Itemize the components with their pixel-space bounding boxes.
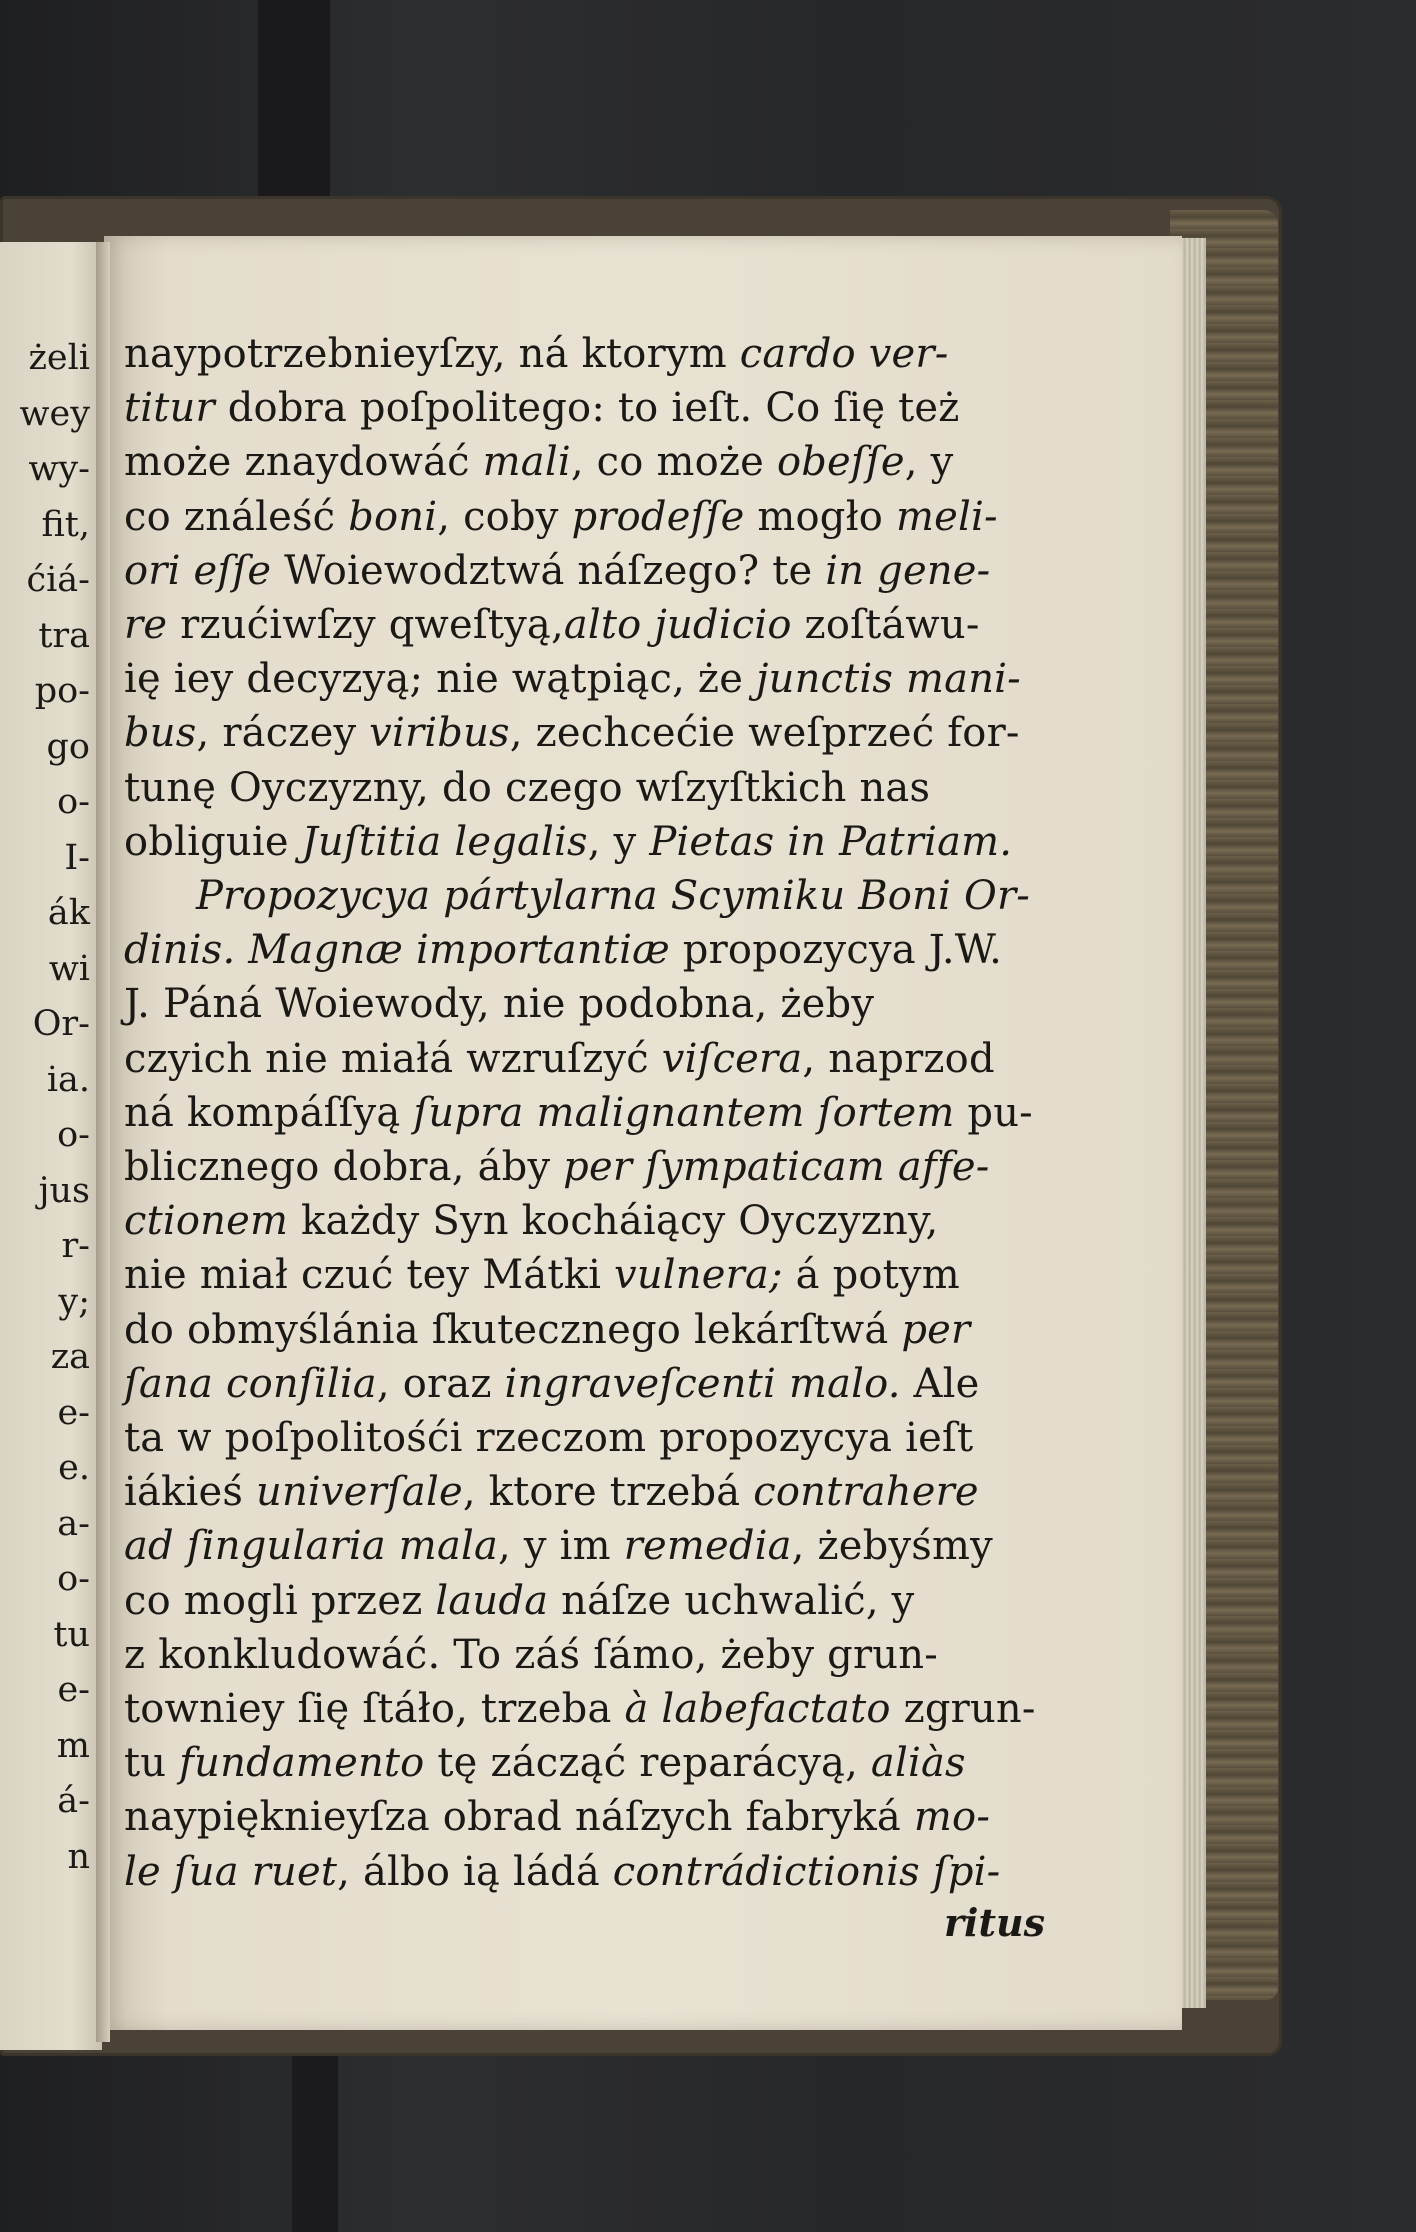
roman-text: ná kompáſſyą bbox=[124, 1089, 414, 1136]
italic-text: fundamento bbox=[179, 1740, 425, 1787]
italic-text: mali bbox=[482, 439, 571, 486]
roman-text: towniey ſię ſtáło, trzeba bbox=[124, 1686, 625, 1732]
text-line bbox=[124, 1735, 966, 1791]
text-line bbox=[124, 1681, 1036, 1737]
text-line bbox=[124, 1031, 995, 1087]
roman-text: pu- bbox=[954, 1089, 1033, 1136]
text-line bbox=[124, 1247, 960, 1303]
roman-text: tunę Oyczyzny, do czego wſzyſtkich nas bbox=[124, 764, 931, 811]
left-fragment: n bbox=[67, 1836, 90, 1877]
roman-text: , co może bbox=[570, 439, 777, 486]
roman-text: J. Páná Woiewody, nie podobna, żeby bbox=[124, 981, 875, 1028]
roman-text: á potym bbox=[782, 1252, 960, 1299]
roman-text: co mogli przez bbox=[124, 1577, 436, 1624]
italic-text: per ſympaticam affe- bbox=[563, 1144, 990, 1190]
italic-text: contrahere bbox=[753, 1469, 979, 1516]
roman-text: zgrun- bbox=[890, 1686, 1036, 1732]
italic-text: univerſale bbox=[256, 1469, 463, 1516]
roman-text: , oraz bbox=[376, 1360, 505, 1407]
roman-text: Ale bbox=[900, 1360, 980, 1407]
text-line bbox=[124, 976, 874, 1032]
left-fragment: I- bbox=[64, 837, 90, 878]
text-line bbox=[124, 814, 1012, 870]
left-fragment: o- bbox=[57, 782, 90, 822]
text-line bbox=[124, 1464, 979, 1520]
roman-text: rzućiwſzy qweſtyą, bbox=[167, 602, 564, 648]
roman-text: czyich nie miałá wzruſzyć bbox=[124, 1035, 662, 1082]
left-fragment: e- bbox=[57, 1392, 90, 1433]
left-fragment: za bbox=[50, 1337, 90, 1377]
left-fragment: wey bbox=[19, 393, 90, 434]
italic-text: ingraveſcenti malo. bbox=[504, 1360, 901, 1407]
roman-text: Woiewodztwá náſzego? te bbox=[271, 547, 826, 594]
italic-text: per bbox=[901, 1306, 971, 1353]
roman-text: , ktore trzebá bbox=[462, 1469, 754, 1516]
italic-text: prodeſſe bbox=[571, 493, 745, 540]
text-line bbox=[124, 1356, 980, 1412]
roman-text: co ználeść bbox=[124, 493, 349, 540]
catchword: ritus bbox=[944, 1900, 1046, 1945]
text-line bbox=[124, 1627, 938, 1683]
left-fragment: tra bbox=[38, 615, 90, 656]
text-line bbox=[124, 326, 948, 382]
page-gutter bbox=[96, 242, 110, 2042]
text-line bbox=[124, 434, 953, 490]
roman-text: mogło bbox=[744, 493, 896, 540]
roman-text: ta w poſpolitośći rzeczom propozycya ieſt bbox=[124, 1415, 974, 1461]
roman-text: do obmyślánia ſkutecznego lekárſtwá bbox=[124, 1306, 902, 1353]
left-fragment: go bbox=[46, 726, 90, 767]
left-fragment: ák bbox=[47, 893, 90, 933]
roman-text: , y bbox=[587, 818, 650, 865]
text-line bbox=[124, 380, 960, 436]
text-line bbox=[124, 489, 998, 545]
italic-text: junctis mani- bbox=[756, 656, 1021, 703]
left-fragment: a- bbox=[57, 1503, 90, 1544]
italic-text: Juſtitia legalis bbox=[301, 818, 588, 865]
text-line bbox=[124, 922, 1002, 978]
italic-text: viſcera bbox=[661, 1035, 803, 1082]
roman-text: iákieś bbox=[124, 1469, 256, 1516]
text-line bbox=[124, 705, 1020, 761]
roman-text: , álbo ią ládá bbox=[337, 1848, 613, 1895]
roman-text: zoſtáwu- bbox=[791, 602, 980, 648]
italic-text: aliàs bbox=[870, 1740, 966, 1787]
roman-text: , coby bbox=[437, 493, 572, 540]
roman-text: każdy Syn kocháiący Oyczyzny, bbox=[288, 1198, 939, 1245]
left-fragment: y; bbox=[58, 1281, 90, 1322]
left-fragment: wy- bbox=[28, 449, 90, 489]
roman-text: dobra poſpolitego: to ieſt. Co ſię też bbox=[214, 385, 960, 432]
italic-text: ſupra malignantem ſortem bbox=[413, 1089, 955, 1136]
italic-text: contrádictionis ſpi- bbox=[612, 1848, 1001, 1895]
italic-text: ad ſingularia mala bbox=[124, 1523, 499, 1570]
left-fragment: o- bbox=[57, 1115, 90, 1155]
italic-text: ctionem bbox=[124, 1198, 289, 1245]
roman-text: , zechcećie weſprzeć for- bbox=[509, 710, 1020, 757]
left-fragment: żeli bbox=[28, 338, 90, 378]
left-fragment: tu bbox=[53, 1614, 90, 1655]
italic-text: Pietas in Patriam. bbox=[649, 818, 1013, 865]
italic-text: vulnera; bbox=[614, 1252, 783, 1299]
roman-text: , naprzod bbox=[802, 1035, 995, 1082]
left-fragment: fit, bbox=[41, 504, 90, 545]
roman-text: naypotrzebnieyſzy, ná ktorym bbox=[124, 331, 740, 377]
roman-text: tu bbox=[124, 1740, 180, 1787]
italic-text: obeſſe bbox=[776, 439, 905, 486]
text-line bbox=[124, 597, 980, 653]
italic-text: ſana conſilia bbox=[124, 1360, 377, 1407]
roman-text: tę zácząć reparácyą, bbox=[424, 1740, 871, 1787]
italic-text: viribus bbox=[369, 710, 510, 757]
italic-text: le ſua ruet bbox=[124, 1848, 338, 1895]
roman-text: , y bbox=[904, 439, 954, 486]
roman-text: z konkludowáć. To záś ſámo, żeby grun- bbox=[124, 1631, 938, 1678]
text-line bbox=[124, 1302, 970, 1358]
italic-text: bus bbox=[124, 710, 197, 757]
italic-text: Propozycya pártylarna Scymiku Boni Or- bbox=[196, 873, 1030, 919]
left-fragment: jus bbox=[38, 1170, 90, 1211]
roman-text: nie miał czuć tey Mátki bbox=[124, 1252, 615, 1299]
italic-text: re bbox=[124, 602, 168, 648]
text-line bbox=[124, 543, 990, 599]
italic-text: ori eſſe bbox=[124, 547, 272, 594]
left-fragment: wi bbox=[48, 948, 90, 989]
text-line bbox=[124, 1193, 938, 1249]
roman-text: naypięknieyſza obrad náſzych fabryká bbox=[124, 1794, 914, 1841]
text-line bbox=[124, 1573, 914, 1629]
left-fragment: e- bbox=[57, 1670, 90, 1710]
italic-text: remedia bbox=[623, 1523, 792, 1570]
italic-text: mo- bbox=[913, 1794, 991, 1841]
text-line bbox=[124, 1410, 973, 1466]
italic-text: lauda bbox=[435, 1577, 549, 1624]
text-line bbox=[124, 1844, 1000, 1900]
roman-text: , żebyśmy bbox=[791, 1523, 993, 1570]
left-fragment: e. bbox=[58, 1448, 90, 1488]
left-fragment: Or- bbox=[32, 1004, 90, 1044]
text-line bbox=[124, 1789, 990, 1845]
text-line bbox=[124, 651, 1021, 707]
roman-text: ię iey decyzyą; nie wątpiąc, że bbox=[124, 656, 756, 703]
italic-text: boni bbox=[348, 493, 438, 540]
text-line bbox=[124, 1139, 989, 1195]
text-line bbox=[196, 868, 1030, 924]
text-line bbox=[124, 760, 930, 816]
left-fragment: r- bbox=[61, 1226, 90, 1266]
roman-text: , y im bbox=[498, 1523, 624, 1570]
left-fragment: á- bbox=[57, 1781, 90, 1821]
left-fragment: o- bbox=[57, 1559, 90, 1599]
left-fragment: m bbox=[56, 1725, 90, 1766]
italic-text: cardo ver- bbox=[739, 331, 949, 377]
text-line bbox=[124, 1085, 1033, 1141]
text-line bbox=[124, 1518, 993, 1574]
roman-text: blicznego dobra, áby bbox=[124, 1144, 564, 1190]
roman-text: obliguie bbox=[124, 818, 302, 865]
italic-text: titur bbox=[124, 385, 215, 432]
italic-text: alto judicio bbox=[563, 602, 792, 648]
roman-text: náſze uchwalić, y bbox=[548, 1577, 915, 1624]
roman-text: może znaydowáć bbox=[124, 439, 483, 486]
roman-text: propozycya J.W. bbox=[669, 927, 1003, 974]
italic-text: à labefactato bbox=[624, 1686, 891, 1732]
left-fragment: ia. bbox=[46, 1059, 90, 1100]
italic-text: dinis. Magnæ importantiæ bbox=[124, 927, 670, 974]
left-fragment: po- bbox=[34, 671, 90, 711]
italic-text: in gene- bbox=[825, 547, 991, 594]
left-fragment: ćiá- bbox=[26, 560, 90, 600]
italic-text: meli- bbox=[895, 493, 998, 540]
roman-text: , ráczey bbox=[196, 710, 370, 757]
